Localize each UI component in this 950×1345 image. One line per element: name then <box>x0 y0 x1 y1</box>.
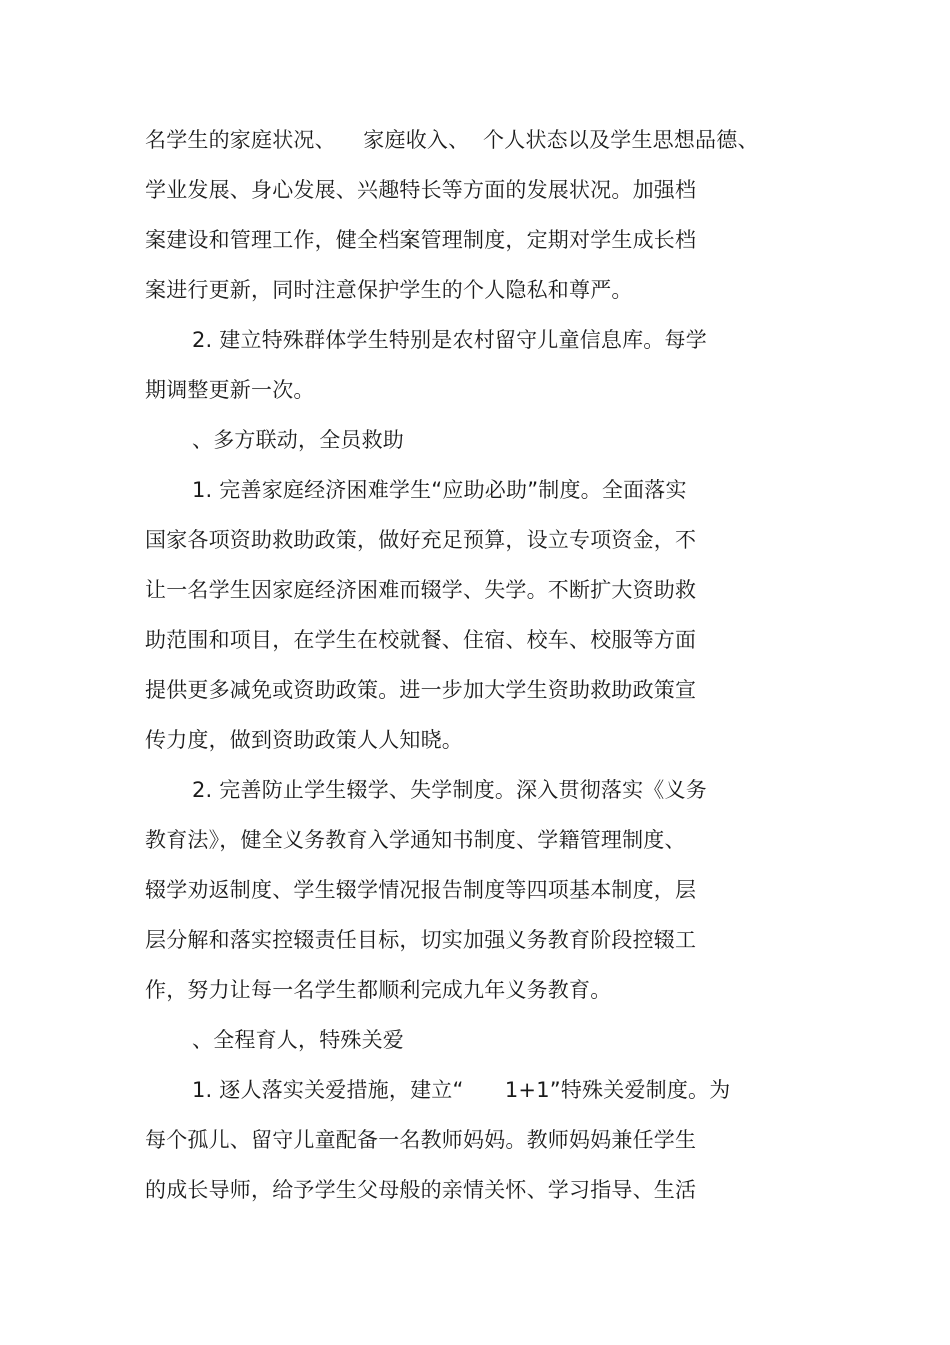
text-line: 名学生的家庭状况、 家庭收入、 个人状态以及学生思想品德、 <box>145 128 759 152</box>
text-line: 2. 建立特殊群体学生特别是农村留守儿童信息库。每学 <box>192 328 707 352</box>
text-line: 国家各项资助救助政策，做好充足预算，设立专项资金，不 <box>145 528 697 552</box>
text-line: 1. 逐人落实关爱措施，建立“ 1+1”特殊关爱制度。为 <box>192 1078 731 1102</box>
text-line: 2. 完善防止学生辍学、失学制度。深入贯彻落实《义务 <box>192 778 707 802</box>
text-line: 的成长导师，给予学生父母般的亲情关怀、学习指导、生活 <box>145 1178 697 1202</box>
text-line: 传力度，做到资助政策人人知晓。 <box>145 728 463 752</box>
section-heading: 、全程育人，特殊关爱 <box>192 1028 404 1052</box>
text-line: 层分解和落实控辍责任目标，切实加强义务教育阶段控辍工 <box>145 928 697 952</box>
text-line: 辍学劝返制度、学生辍学情况报告制度等四项基本制度，层 <box>145 878 697 902</box>
text-line: 助范围和项目，在学生在校就餐、住宿、校车、校服等方面 <box>145 628 697 652</box>
text-line: 期调整更新一次。 <box>145 378 315 402</box>
text-line: 案进行更新，同时注意保护学生的个人隐私和尊严。 <box>145 278 633 302</box>
text-line: 教育法》，健全义务教育入学通知书制度、学籍管理制度、 <box>145 828 686 852</box>
text-line: 作，努力让每一名学生都顺利完成九年义务教育。 <box>145 978 612 1002</box>
text-line: 1. 完善家庭经济困难学生“应助必助”制度。全面落实 <box>192 478 687 502</box>
text-line: 让一名学生因家庭经济困难而辍学、失学。不断扩大资助救 <box>145 578 697 602</box>
text-line: 每个孤儿、留守儿童配备一名教师妈妈。教师妈妈兼任学生 <box>145 1128 697 1152</box>
section-heading: 、多方联动，全员救助 <box>192 428 404 452</box>
text-line: 提供更多减免或资助政策。进一步加大学生资助救助政策宣 <box>145 678 697 702</box>
text-line: 案建设和管理工作，健全档案管理制度，定期对学生成长档 <box>145 228 697 252</box>
text-line: 学业发展、身心发展、兴趣特长等方面的发展状况。加强档 <box>145 178 697 202</box>
